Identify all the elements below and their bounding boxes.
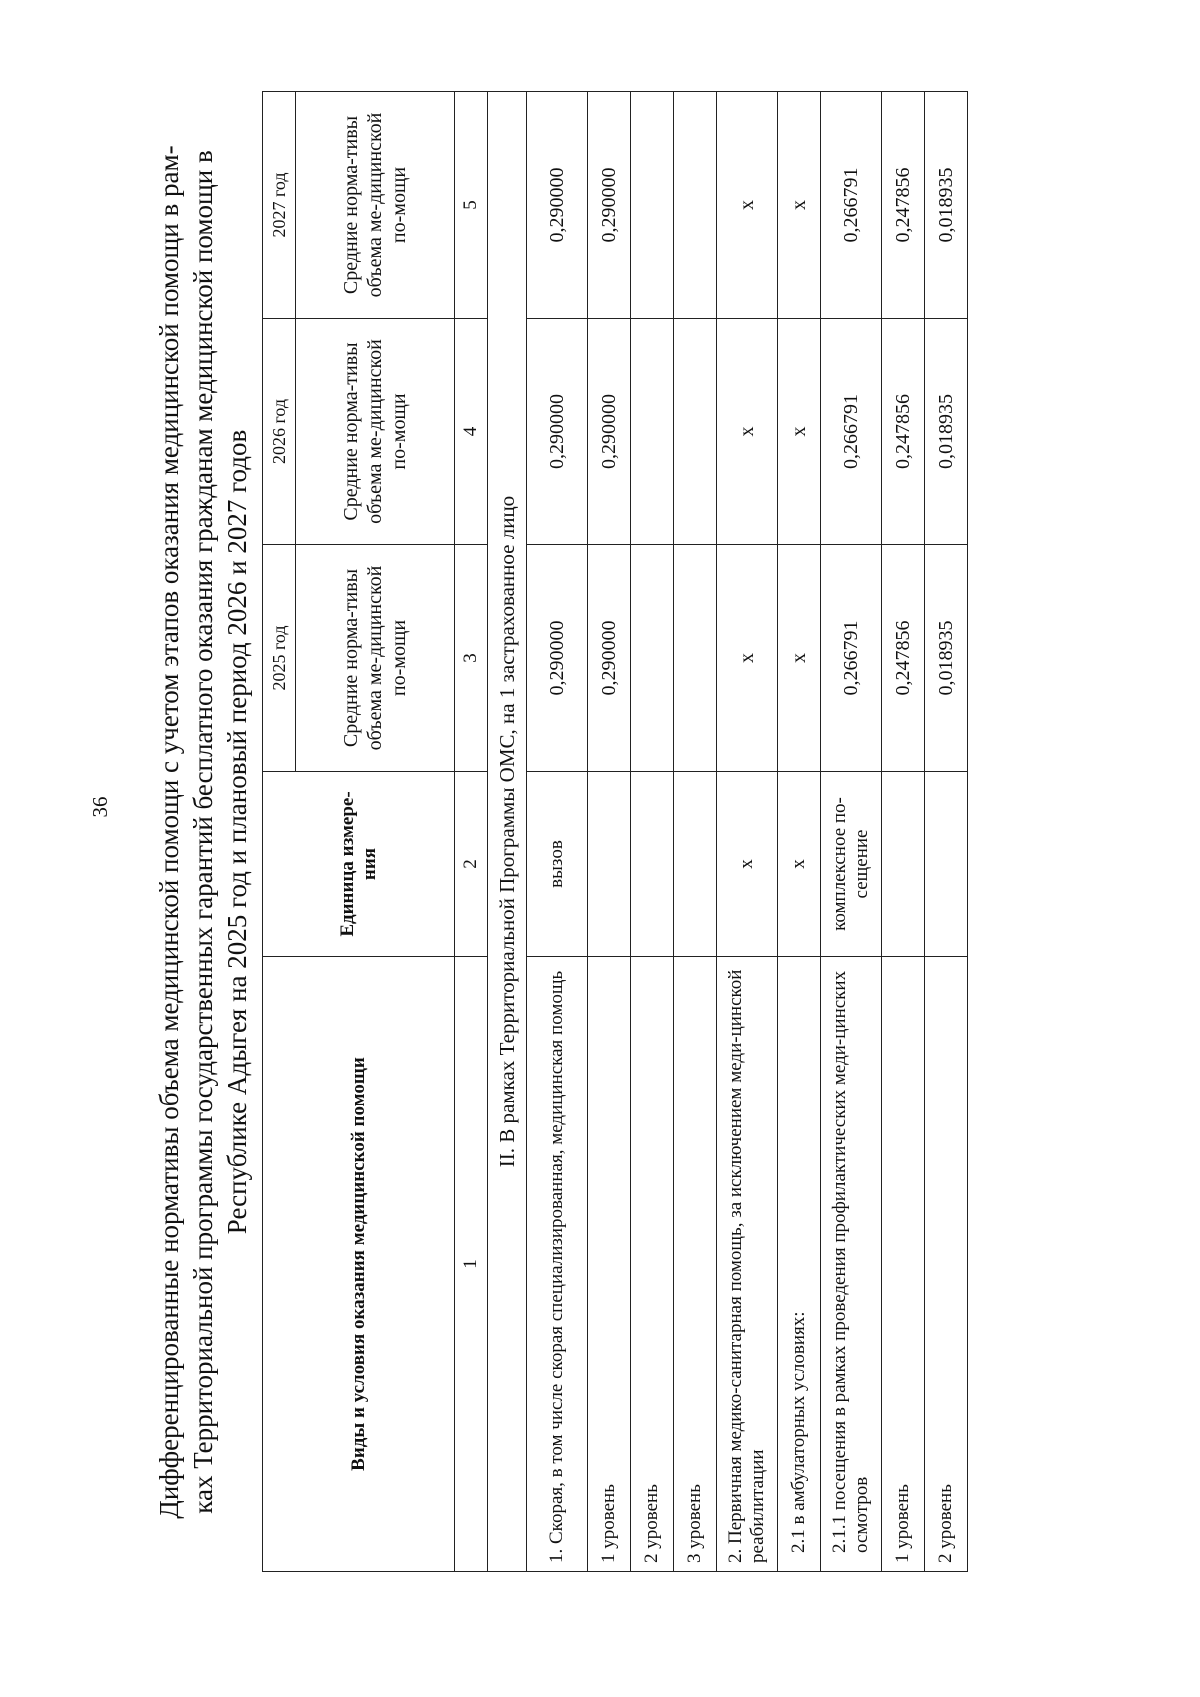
row-value-2025: 0,247856: [882, 545, 925, 772]
table-row: [717, 92, 778, 1572]
row-name: 1. Скорая, в том числе скорая специализированная, медицинская помощь: [527, 957, 588, 1572]
row-unit: [674, 772, 717, 957]
header-sub-2025: Средние норма-тивы объема ме-дицинской по-мощи: [296, 545, 455, 772]
header-kind: Виды и условия оказания медицинской помощи: [263, 957, 455, 1572]
row-value-2026: 0,290000: [588, 319, 631, 545]
row-value-2025: [674, 545, 717, 772]
header-sub-2027: Средние норма-тивы объема ме-дицинской по-мощи: [296, 92, 455, 319]
header-year-2025: 2025 год: [263, 545, 296, 772]
column-number-row: [455, 92, 488, 1572]
column-number: 4: [455, 319, 488, 545]
row-unit: [925, 772, 968, 957]
table-row: [527, 92, 588, 1572]
table-row: [674, 92, 717, 1572]
row-name: 2.1.1 посещения в рамках проведения профилактических меди-цинских осмотров: [821, 957, 882, 1572]
row-unit: [882, 772, 925, 957]
row-value-2025: [631, 545, 674, 772]
row-name: 2. Первичная медико-санитарная помощь, за исключением меди-цинской реабилитации: [717, 957, 778, 1572]
row-unit: х: [778, 772, 821, 957]
document-title: [152, 92, 254, 1572]
row-name: 2.1 в амбулаторных условиях:: [778, 957, 821, 1572]
row-name: 1 уровень: [882, 957, 925, 1572]
row-value-2026: [674, 319, 717, 545]
table-row: [821, 92, 882, 1572]
row-value-2025: 0,290000: [527, 545, 588, 772]
header-year-2027: 2027 год: [263, 92, 296, 319]
row-value-2026: х: [778, 319, 821, 545]
row-name: 2 уровень: [631, 957, 674, 1572]
row-value-2026: х: [717, 319, 778, 545]
column-number: 1: [455, 957, 488, 1572]
row-value-2027: 0,290000: [527, 92, 588, 319]
row-value-2027: 0,018935: [925, 92, 968, 319]
column-number: 5: [455, 92, 488, 319]
row-name: 2 уровень: [925, 957, 968, 1572]
row-value-2025: 0,266791: [821, 545, 882, 772]
page-number: 36: [88, 796, 112, 818]
row-value-2025: х: [778, 545, 821, 772]
row-name: 1 уровень: [588, 957, 631, 1572]
column-number: 2: [455, 772, 488, 957]
table-row: [882, 92, 925, 1572]
row-value-2025: 0,290000: [588, 545, 631, 772]
title-line: Дифференцированные нормативы объема медицинской помощи с учетом этапов оказания медицинской помощи в рам-: [154, 145, 184, 1519]
column-number: 3: [455, 545, 488, 772]
row-value-2027: [631, 92, 674, 319]
title-line: ках Территориальной программы государственных гарантий бесплатного оказания гражданам медицинской помощи в: [188, 150, 218, 1514]
row-value-2026: [631, 319, 674, 545]
title-line: Республике Адыгея на 2025 год и плановый период 2026 и 2027 годов: [222, 429, 252, 1235]
row-value-2027: 0,247856: [882, 92, 925, 319]
row-value-2027: 0,266791: [821, 92, 882, 319]
row-value-2027: 0,290000: [588, 92, 631, 319]
row-unit: х: [717, 772, 778, 957]
section-row: [488, 92, 527, 1572]
row-value-2026: 0,247856: [882, 319, 925, 545]
section-title: II. В рамках Территориальной Программы ОМС, на 1 застрахованное лицо: [488, 92, 527, 1572]
row-value-2026: 0,266791: [821, 319, 882, 545]
row-unit: вызов: [527, 772, 588, 957]
row-value-2027: [674, 92, 717, 319]
norms-table: [262, 91, 968, 1572]
row-value-2025: х: [717, 545, 778, 772]
rotated-content: [152, 92, 1112, 1572]
row-value-2027: х: [778, 92, 821, 319]
row-value-2027: х: [717, 92, 778, 319]
row-unit: [588, 772, 631, 957]
table-row: [778, 92, 821, 1572]
table-row: [631, 92, 674, 1572]
row-value-2025: 0,018935: [925, 545, 968, 772]
header-year-2026: 2026 год: [263, 319, 296, 545]
row-value-2026: 0,018935: [925, 319, 968, 545]
row-unit: [631, 772, 674, 957]
header-sub-2026: Средние норма-тивы объема ме-дицинской по-мощи: [296, 319, 455, 545]
table-row: [588, 92, 631, 1572]
row-value-2026: 0,290000: [527, 319, 588, 545]
header-unit: Единица измере-ния: [263, 772, 455, 957]
row-unit: комплексное по-сещение: [821, 772, 882, 957]
row-name: 3 уровень: [674, 957, 717, 1572]
table-row: [925, 92, 968, 1572]
